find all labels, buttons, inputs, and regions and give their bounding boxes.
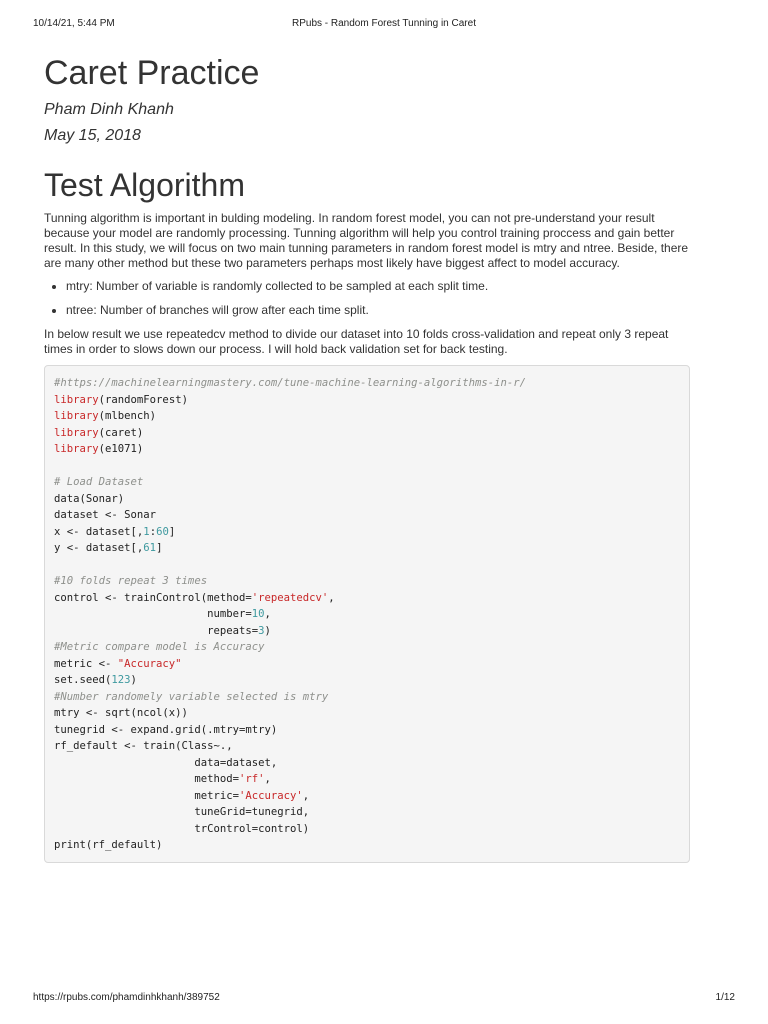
print-footer [33, 992, 735, 1006]
code-line [54, 408, 680, 425]
code-line [54, 804, 680, 821]
code-line [54, 573, 680, 590]
document-author: Pham Dinh Khanh [44, 101, 174, 118]
parameter-list [44, 279, 690, 318]
code-line [54, 441, 680, 458]
code-token: #Metric compare model is Accuracy [54, 641, 265, 653]
code-token: (randomForest) [98, 393, 188, 406]
code-line [54, 540, 680, 557]
code-line [54, 425, 680, 442]
code-token: metric <- [54, 657, 118, 670]
print-datetime: 10/14/21, 5:44 PM [33, 18, 115, 29]
code-token: 'repeatedcv' [251, 591, 329, 604]
page-number: 1/12 [715, 992, 735, 1003]
list-item: • ntree: Number of branches will grow after each time split. [66, 303, 690, 318]
code-token: x <- dataset[, [54, 525, 144, 538]
code-line [54, 639, 680, 656]
code-line [54, 755, 680, 772]
document-title: Caret Practice [44, 54, 260, 92]
code-line [54, 788, 680, 805]
code-line [54, 821, 680, 838]
code-token: data(Sonar) [54, 492, 125, 505]
code-line [54, 590, 680, 607]
code-token: library [54, 443, 99, 455]
code-token: (mlbench) [98, 410, 157, 422]
code-token: tunegrid <- expand.grid(.mtry=mtry) [54, 723, 278, 736]
code-token: (caret) [98, 426, 144, 439]
page-url: https://rpubs.com/phamdinhkhanh/389752 [33, 992, 220, 1003]
code-line [54, 722, 680, 739]
print-page-title: RPubs - Random Forest Tunning in Caret [292, 18, 476, 29]
code-token: tuneGrid=tunegrid, [54, 806, 310, 818]
code-token: ) [264, 624, 271, 637]
code-token: 3 [258, 624, 265, 637]
code-token: 60 [156, 525, 169, 538]
code-token: rf_default <- train(Class~., [54, 740, 233, 752]
code-token: y <- dataset[, [54, 542, 144, 554]
code-token: ) [130, 674, 137, 686]
code-token: "Accuracy" [117, 657, 182, 670]
code-token: # Load Dataset [54, 476, 144, 488]
code-line [54, 623, 680, 640]
code-line [54, 491, 680, 508]
code-token: ] [168, 525, 176, 538]
code-token: #https://machinelearningmastery.com/tune-machine-learning-algorithms-in-r/ [54, 377, 526, 389]
code-token: 61 [143, 542, 157, 554]
code-token: repeats= [54, 624, 259, 637]
section-heading: Test Algorithm [44, 167, 245, 203]
code-token: number= [54, 608, 252, 620]
code-token: control <- trainControl(method= [54, 591, 252, 604]
intro-paragraph: Tunning algorithm is important in bulding modeling. In random forest model, you can not pre-understand your result because your model are randomly processing. Tunning algorithm will help you control training proccess and gain better result. In this study, we will focus on two main tunning parameters in random forest model is mtry and ntree. Beside, there are many other method but these two parameters perhaps most likely have biggest affect to model accuracy. [44, 211, 689, 270]
code-token: , [264, 608, 271, 620]
code-token: mtry <- sqrt(ncol(x)) [54, 707, 188, 719]
code-token: method= [54, 773, 239, 785]
code-token: 10 [251, 608, 265, 620]
code-token: trControl=control) [54, 822, 310, 835]
second-paragraph: In below result we use repeatedcv method to divide our dataset into 10 folds cross-validation and repeat only 3 repeat times in order to slows down our process. I will hold back validation set for back testing. [44, 327, 669, 356]
document-date: May 15, 2018 [44, 127, 141, 144]
code-token: #Number randomely variable selected is mtry [54, 690, 329, 703]
code-line [54, 738, 680, 755]
code-token: library [54, 410, 99, 422]
code-token: set.seed( [54, 674, 112, 686]
code-line [54, 771, 680, 788]
code-block [44, 365, 690, 863]
code-token: (e1071) [98, 443, 144, 455]
document-content [44, 50, 690, 863]
code-token: data=dataset, [54, 756, 278, 769]
code-line [54, 392, 680, 409]
code-token: 'rf' [238, 773, 265, 785]
code-line [54, 524, 680, 541]
code-line [54, 458, 680, 475]
code-token: #10 folds repeat 3 times [54, 575, 208, 587]
list-item: • mtry: Number of variable is randomly collected to be sampled at each split time. [66, 279, 690, 294]
code-token: dataset <- Sonar [54, 509, 157, 521]
code-line [54, 837, 680, 854]
code-line [54, 474, 680, 491]
code-line [54, 507, 680, 524]
code-line [54, 656, 680, 673]
code-line [54, 606, 680, 623]
print-header [33, 18, 735, 32]
code-token: library [54, 393, 99, 406]
code-token: 'Accuracy' [238, 789, 303, 802]
code-token: , [328, 591, 335, 604]
code-token: metric= [54, 789, 239, 802]
code-line [54, 375, 680, 392]
code-token: : [149, 525, 157, 538]
code-line [54, 672, 680, 689]
code-token: 1 [143, 525, 150, 538]
code-token: , [264, 773, 271, 785]
code-token: 123 [111, 674, 131, 686]
code-line [54, 689, 680, 706]
code-token: library [54, 426, 99, 439]
code-line [54, 705, 680, 722]
code-token: , [302, 789, 310, 802]
code-token: ] [156, 542, 163, 554]
code-token: print(rf_default) [54, 839, 163, 851]
code-line [54, 557, 680, 574]
